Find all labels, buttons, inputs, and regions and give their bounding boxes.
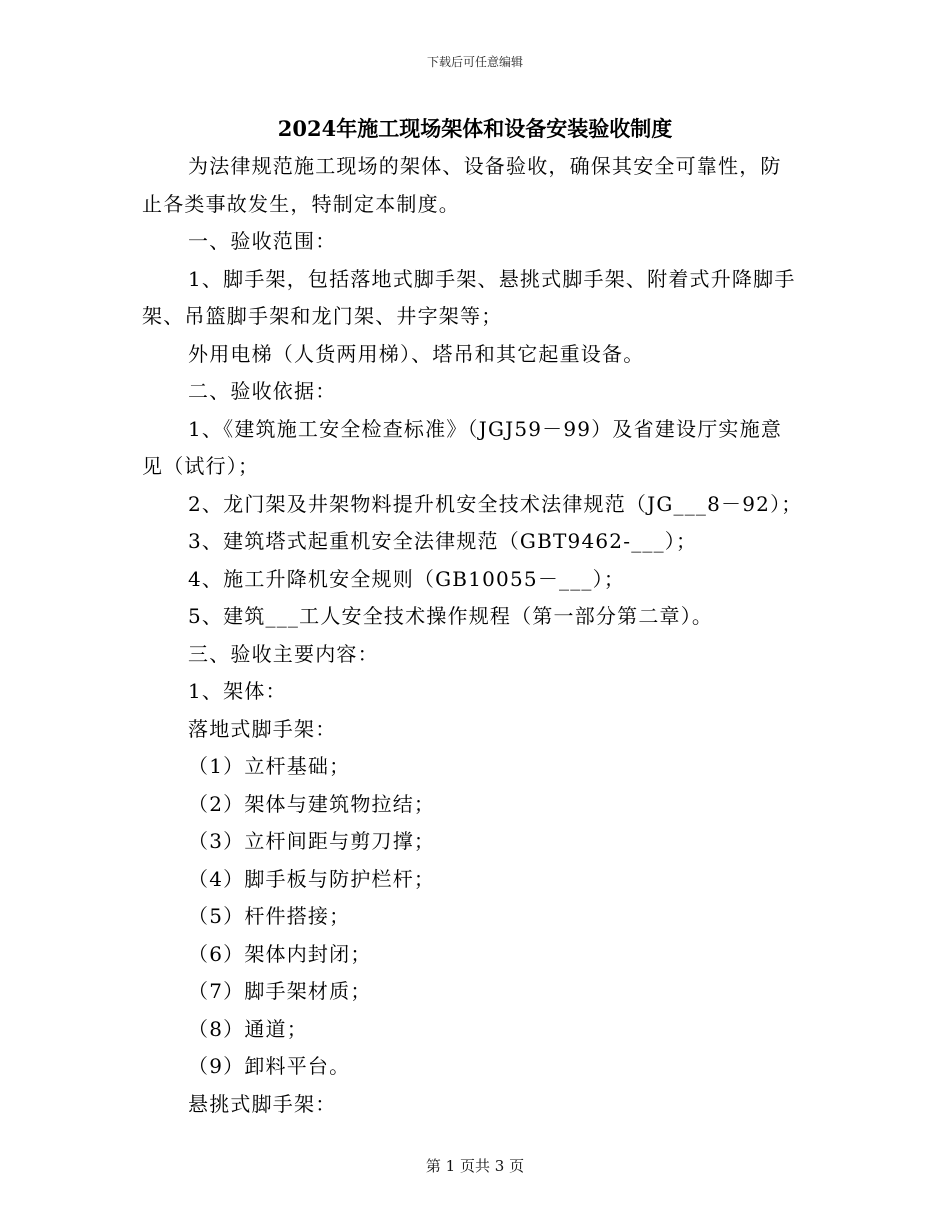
page-number-footer: 第 1 页共 3 页 bbox=[425, 1157, 525, 1175]
paragraph-line: 1、《建筑施工安全检查标准》（JGJ59－99）及省建设厅实施意 bbox=[188, 416, 783, 441]
paragraph-line: 止各类事故发生，特制定本制度。 bbox=[142, 191, 460, 216]
paragraph-intro bbox=[142, 148, 810, 223]
subsection-heading-frame: 1、架体： bbox=[188, 679, 287, 703]
paragraph-line: 见（试行）； bbox=[142, 454, 260, 478]
list-item: （8）通道； bbox=[188, 1016, 308, 1041]
page-header-note: 下载后可任意编辑 bbox=[426, 55, 523, 69]
list-item: （1）立杆基础； bbox=[188, 754, 351, 778]
paragraph-scope-1 bbox=[142, 261, 810, 336]
list-item: （3）立杆间距与剪刀撑； bbox=[188, 829, 436, 853]
paragraph-line: 1、脚手架，包括落地式脚手架、悬挑式脚手架、附着式升降脚手 bbox=[188, 266, 796, 291]
list-item: （9）卸料平台。 bbox=[188, 1054, 351, 1078]
subsection-heading-floor-scaffold: 落地式脚手架： bbox=[188, 716, 337, 741]
list-item: （4）脚手板与防护栏杆； bbox=[188, 866, 436, 891]
section-heading-scope: 一、验收范围： bbox=[188, 229, 337, 253]
subsection-heading-cantilever-scaffold: 悬挑式脚手架： bbox=[188, 1091, 337, 1116]
list-item: （6）架体内封闭； bbox=[188, 941, 372, 966]
paragraph-scope-2: 外用电梯（人货两用梯）、塔吊和其它起重设备。 bbox=[188, 341, 645, 366]
section-heading-basis: 二、验收依据： bbox=[188, 379, 337, 403]
paragraph-line: 架、吊篮脚手架和龙门架、井字架等； bbox=[142, 304, 503, 328]
section-heading-content: 三、验收主要内容： bbox=[188, 641, 379, 666]
document-body bbox=[142, 148, 810, 1123]
paragraph-basis-2: 2、龙门架及井架物料提升机安全技术法律规范（JG___8－92）； bbox=[188, 491, 803, 516]
paragraph-basis-4: 4、施工升降机安全规则（GB10055－___）； bbox=[188, 566, 626, 591]
list-item: （5）杆件搭接； bbox=[188, 904, 351, 928]
paragraph-basis-3: 3、建筑塔式起重机安全法律规范（GBT9462-___）； bbox=[188, 529, 698, 553]
list-item: （7）脚手架材质； bbox=[188, 979, 372, 1003]
paragraph-line: 为法律规范施工现场的架体、设备验收，确保其安全可靠性，防 bbox=[188, 154, 782, 178]
list-item: （2）架体与建筑物拉结； bbox=[188, 791, 436, 816]
paragraph-basis-5: 5、建筑___工人安全技术操作规程（第一部分第二章）。 bbox=[188, 604, 714, 628]
paragraph-basis-1 bbox=[142, 411, 810, 486]
document-title: 2024年施工现场架体和设备安装验收制度 bbox=[277, 116, 673, 141]
